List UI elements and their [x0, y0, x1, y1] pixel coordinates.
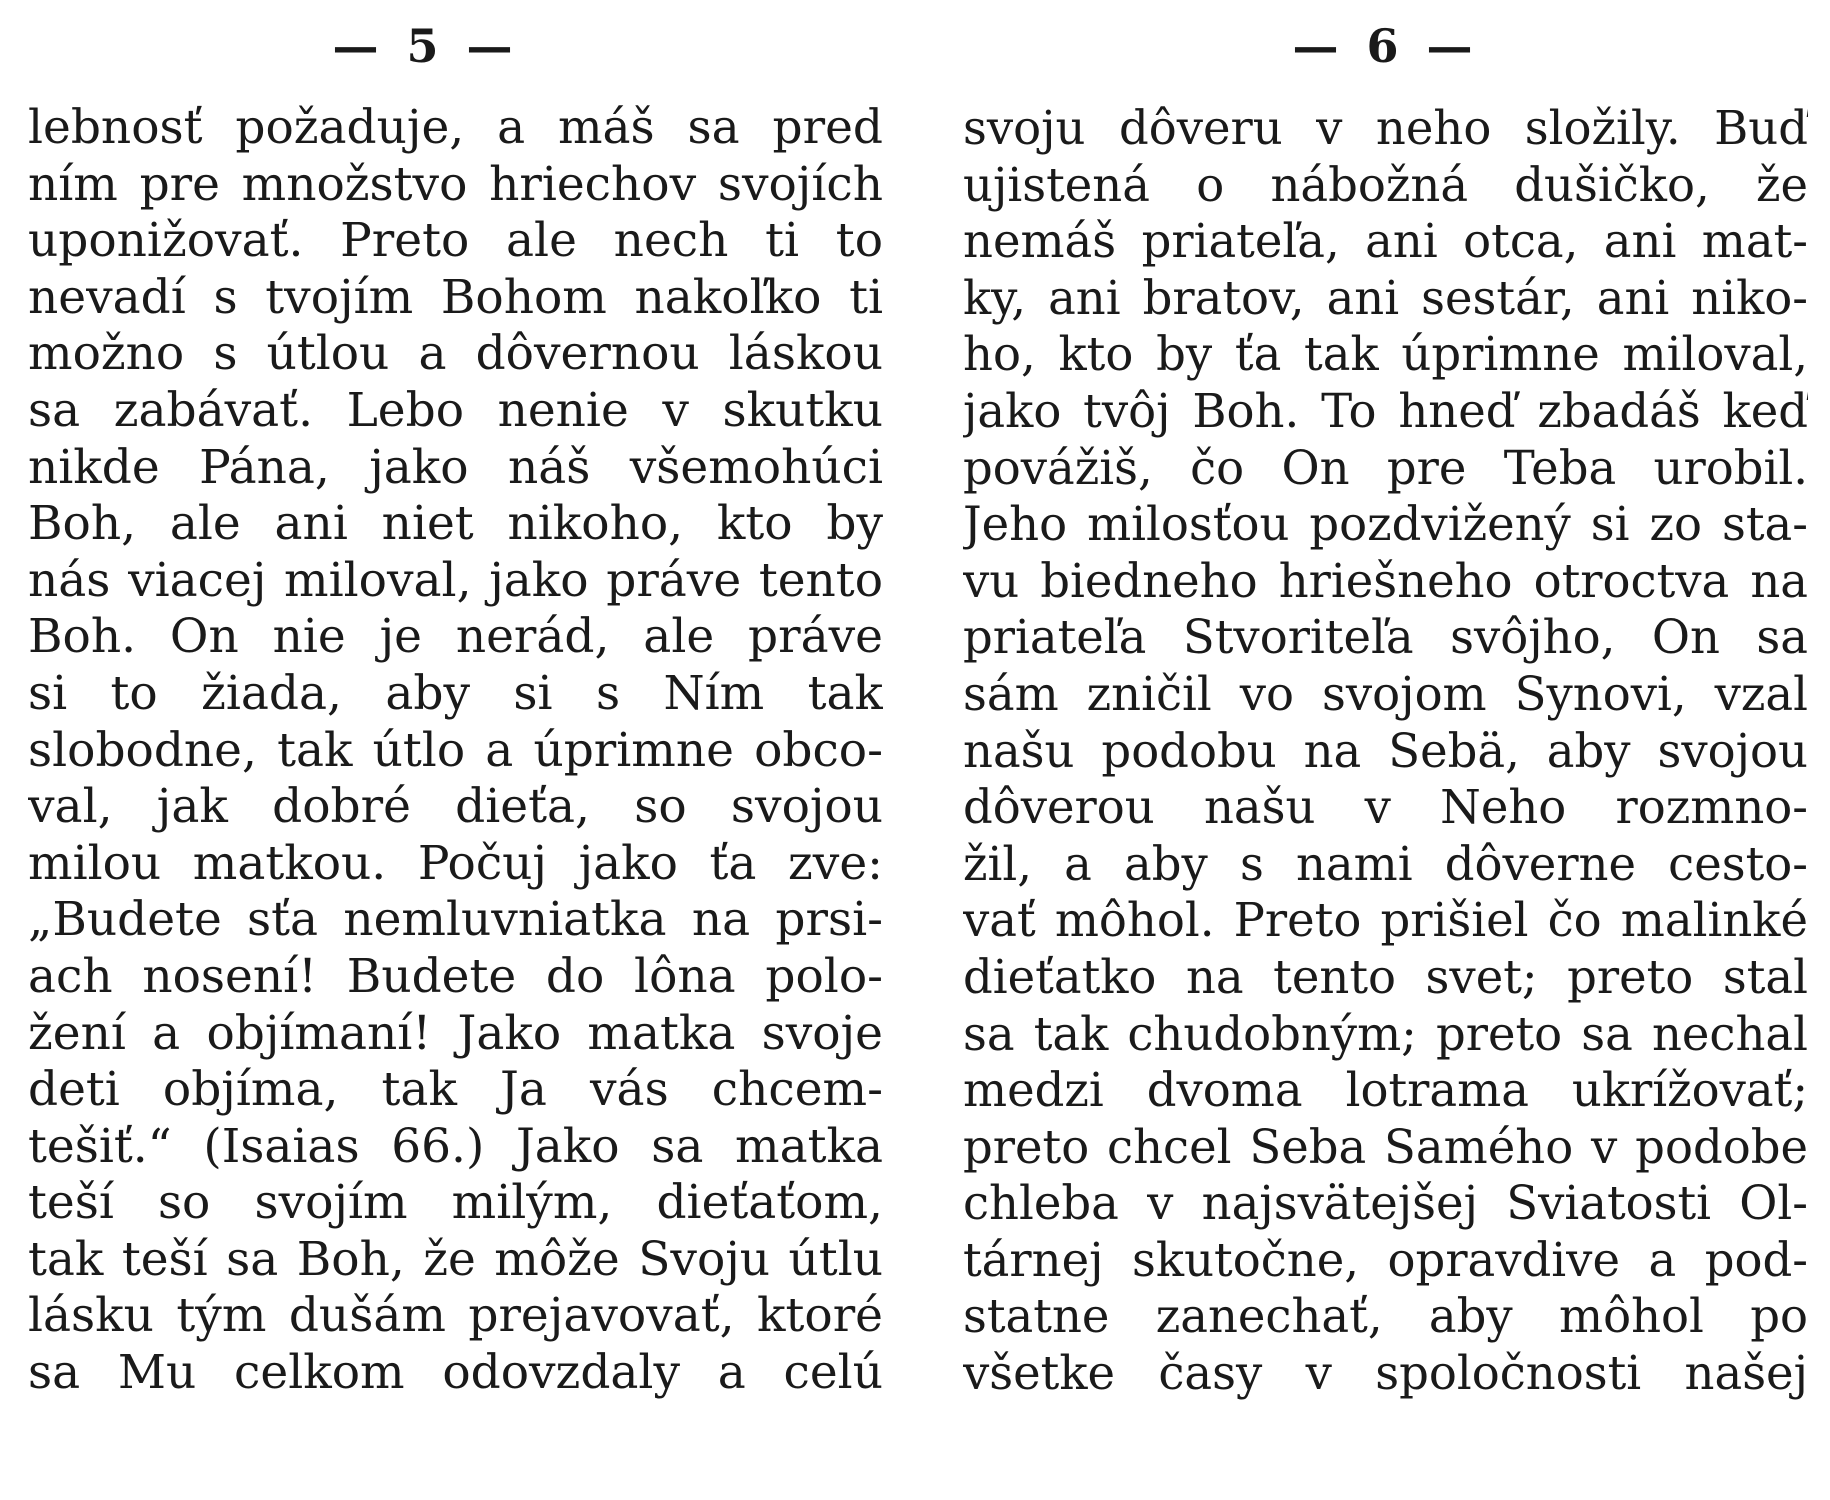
page-text	[28, 100, 883, 1402]
text-line: tak teší sa Boh, že môže Svoju útlu	[28, 1231, 883, 1287]
text-line: žil, a aby s nami dôverne cesto-	[963, 836, 1808, 891]
text-line: sa zabávať. Lebo nenie v skutku	[28, 382, 883, 438]
text-line: slobodne, tak útlo a úprimne obco-	[28, 722, 883, 778]
text-line: si to žiada, aby si s Ním tak	[28, 665, 883, 721]
text-line: nemáš priateľa, ani otca, ani mat-	[963, 214, 1808, 269]
left-page	[28, 0, 883, 1500]
text-line: chleba v najsvätejšej Sviatosti Ol-	[963, 1176, 1808, 1231]
text-line: svoju dôveru v neho složily. Buď	[963, 101, 1808, 155]
text-line: priateľa Stvoriteľa svôjho, On sa	[963, 610, 1808, 665]
text-line: sám zničil vo svojom Synovi, vzal	[963, 666, 1808, 721]
text-line: ujistená o nábožná dušičko, že	[963, 157, 1808, 212]
text-line: dieťatko na tento svet; preto stal	[963, 949, 1808, 1004]
page-number: — 6 —	[1292, 19, 1479, 73]
text-line: vu biedneho hriešneho otroctva na	[963, 553, 1808, 608]
text-line: našu podobu na Sebä, aby svojou	[963, 723, 1808, 778]
text-line: deti objíma, tak Ja vás chcem-	[28, 1062, 883, 1118]
text-line: teší so svojím milým, dieťaťom,	[28, 1175, 883, 1231]
text-line: statne zanechať, aby môhol po	[963, 1289, 1808, 1344]
text-line: val, jak dobré dieťa, so svojou	[28, 779, 883, 835]
text-line: všetke časy v spoločnosti našej	[963, 1346, 1808, 1401]
text-line: milou matkou. Počuj jako ťa zve:	[28, 835, 883, 891]
text-line: ach nosení! Budete do lôna polo-	[28, 948, 883, 1004]
text-line: uponižovať. Preto ale nech ti to	[28, 213, 883, 269]
text-line: Jeho milosťou pozdvižený si zo sta-	[963, 497, 1808, 552]
text-line: sa Mu celkom odovzdaly a celú	[28, 1345, 883, 1401]
text-line: ním pre množstvo hriechov svojích	[28, 156, 883, 212]
text-line: nás viacej miloval, jako práve tento	[28, 552, 883, 608]
text-line: lásku tým dušám prejavovať, ktoré	[28, 1288, 883, 1344]
page-text	[963, 100, 1808, 1402]
text-line: ky, ani bratov, ani sestár, ani niko-	[963, 270, 1808, 325]
text-line: medzi dvoma lotrama ukrížovať;	[963, 1063, 1808, 1118]
text-line: dôverou našu v Neho rozmno-	[963, 780, 1808, 835]
text-line: žení a objímaní! Jako matka svoje	[28, 1005, 883, 1061]
text-line: nikde Pána, jako náš všemohúci	[28, 439, 883, 495]
text-line: „Budete sťa nemluvniatka na prsi-	[28, 892, 883, 948]
text-line: tešiť.“ (Isaias 66.) Jako sa matka	[28, 1118, 883, 1174]
text-line: sa tak chudobným; preto sa nechal	[963, 1006, 1808, 1061]
right-page	[963, 0, 1808, 1500]
text-line: vať môhol. Preto prišiel čo malinké	[963, 893, 1808, 948]
text-line: nevadí s tvojím Bohom nakoľko ti	[28, 269, 883, 325]
text-line: Boh, ale ani niet nikoho, kto by	[28, 496, 883, 552]
text-line: lebnosť požaduje, a máš sa pred	[28, 100, 883, 155]
page-number: — 5 —	[332, 19, 519, 73]
text-line: ho, kto by ťa tak úprimne miloval,	[963, 327, 1808, 382]
text-line: preto chcel Seba Samého v podobe	[963, 1119, 1808, 1174]
text-line: jako tvôj Boh. To hneď zbadáš keď	[963, 383, 1808, 438]
text-line: možno s útlou a dôvernou láskou	[28, 326, 883, 382]
text-line: Boh. On nie je nerád, ale práve	[28, 609, 883, 665]
text-line: tárnej skutočne, opravdive a pod-	[963, 1232, 1808, 1287]
text-line: povážiš, čo On pre Teba urobil.	[963, 440, 1808, 495]
